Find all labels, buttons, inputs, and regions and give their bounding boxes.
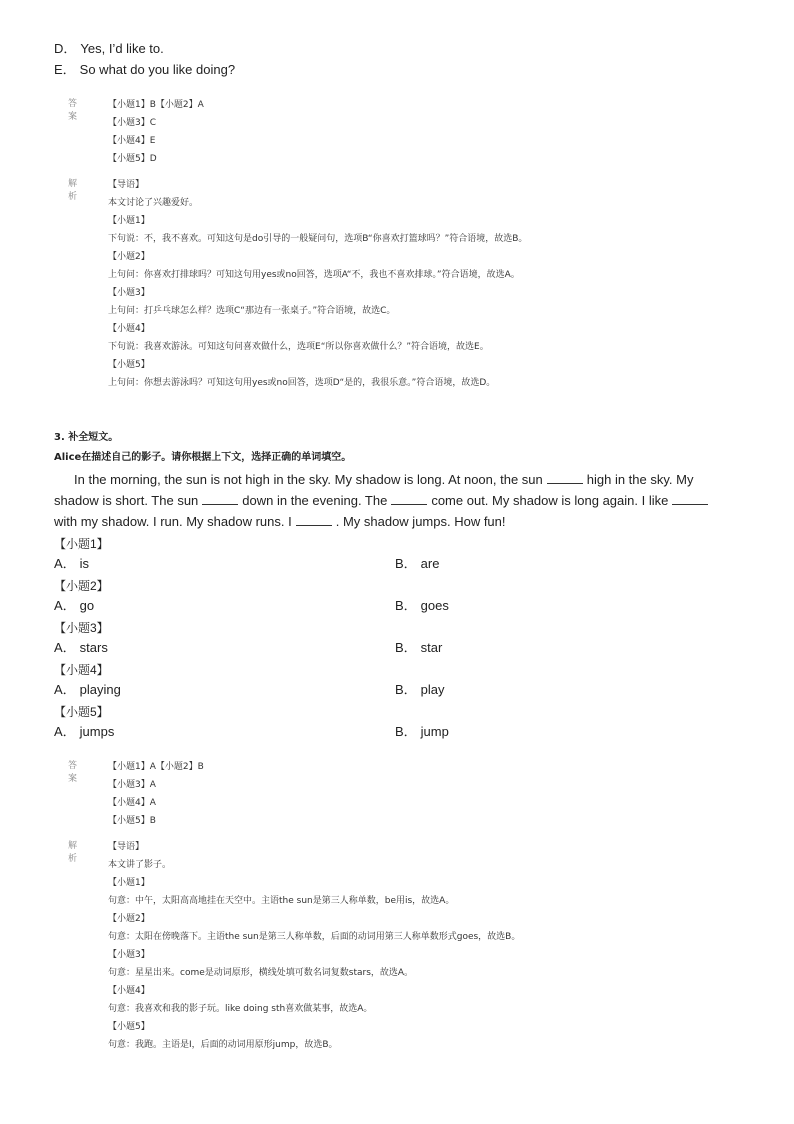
- analysis-line: 句意：中午，太阳高高地挂在天空中。主语the sun是第三人称单数，be用is，故选A。: [108, 896, 455, 906]
- analysis-line: 本文讨论了兴趣爱好。: [108, 198, 199, 208]
- analysis-line: 句意：我喜欢和我的影子玩。like doing sth喜欢做某事，故选A。: [108, 1004, 373, 1014]
- answer-line: 【小题5】D: [108, 154, 157, 164]
- analysis-line: 下句说：我喜欢游泳。可知这句问喜欢做什么，选项E“所以你喜欢做什么？”符合语境，故选E。: [108, 342, 489, 352]
- blank-4[interactable]: [672, 493, 708, 505]
- analysis-line: 【小题4】: [108, 986, 150, 996]
- question-3-title: 3. 补全短文。: [54, 432, 119, 443]
- option-d: D． Yes, I’d like to.: [54, 41, 164, 56]
- answer-line: 【小题3】A: [108, 780, 156, 790]
- analysis-line: 句意：我跑。主语是I，后面的动词用原形jump，故选B。: [108, 1040, 338, 1050]
- analysis-line: 【小题1】: [108, 216, 150, 226]
- analysis-tag: 解析: [68, 179, 80, 202]
- answer-tag: 答案: [68, 761, 80, 784]
- analysis-line: 【小题3】: [108, 950, 150, 960]
- choice-1a[interactable]: A． is: [54, 556, 90, 571]
- answer-line: 【小题5】B: [108, 816, 156, 826]
- analysis-line: 下句说：不，我不喜欢。可知这句是do引导的一般疑问句，选项B“你喜欢打篮球吗？”符合语境，故选B。: [108, 234, 528, 244]
- analysis-line: 本文讲了影子。: [108, 860, 172, 870]
- analysis-line: 【导语】: [108, 842, 145, 852]
- option-e: E． So what do you like doing?: [54, 62, 236, 77]
- analysis-line: 句意：太阳在傍晚落下。主语the sun是第三人称单数，后面的动词用第三人称单数形式goes，故选B。: [108, 932, 521, 942]
- choice-3b[interactable]: B． star: [395, 640, 443, 655]
- analysis-tag: 解析: [68, 841, 80, 864]
- analysis-line: 【小题5】: [108, 1022, 150, 1032]
- analysis-line: 【小题5】: [108, 360, 150, 370]
- blank-1[interactable]: [547, 472, 583, 484]
- analysis-line: 上句问：打乒乓球怎么样？选项C“那边有一张桌子。”符合语境，故选C。: [108, 306, 396, 316]
- analysis-line: 上句问：你想去游泳吗？可知这句用yes或no回答，选项D“是的，我很乐意。”符合语境，故选D。: [108, 378, 496, 388]
- subquestion-label: 【小题2】: [54, 579, 109, 593]
- blank-5[interactable]: [296, 514, 332, 526]
- analysis-line: 【小题3】: [108, 288, 150, 298]
- answer-line: 【小题1】A【小题2】B: [108, 762, 204, 772]
- subquestion-label: 【小题3】: [54, 621, 109, 635]
- blank-2[interactable]: [202, 493, 238, 505]
- analysis-line: 句意：星星出来。come是动词原形，横线处填可数名词复数stars，故选A。: [108, 968, 414, 978]
- choice-1b[interactable]: B． are: [395, 556, 440, 571]
- passage: In the morning, the sun is not high in the sky. My shadow is long. At noon, the sun high in the sky. My shadow is short. The sun down in the evening. The come out. My shadow is long again. I likewith my shadow. I run. My shadow runs. I . My shadow jumps. How fun!: [54, 469, 724, 532]
- analysis-line: 【小题2】: [108, 252, 150, 262]
- analysis-line: 【导语】: [108, 180, 145, 190]
- question-3-instruction: Alice在描述自己的影子。请你根据上下文，选择正确的单词填空。: [54, 452, 352, 463]
- choice-5a[interactable]: A． jumps: [54, 724, 115, 739]
- analysis-line: 上句问：你喜欢打排球吗？可知这句用yes或no回答，选项A“不，我也不喜欢排球。”符合语境，故选A。: [108, 270, 520, 280]
- blank-3[interactable]: [391, 493, 427, 505]
- answer-line: 【小题4】E: [108, 136, 156, 146]
- answer-line: 【小题4】A: [108, 798, 156, 808]
- analysis-line: 【小题1】: [108, 878, 150, 888]
- answer-line: 【小题1】B【小题2】A: [108, 100, 204, 110]
- answer-line: 【小题3】C: [108, 118, 157, 128]
- subquestion-label: 【小题5】: [54, 705, 109, 719]
- subquestion-label: 【小题4】: [54, 663, 109, 677]
- choice-2a[interactable]: A． go: [54, 598, 95, 613]
- choice-5b[interactable]: B． jump: [395, 724, 449, 739]
- analysis-line: 【小题2】: [108, 914, 150, 924]
- answer-tag: 答案: [68, 99, 80, 122]
- choice-4b[interactable]: B． play: [395, 682, 445, 697]
- choice-4a[interactable]: A． playing: [54, 682, 121, 697]
- subquestion-label: 【小题1】: [54, 537, 109, 551]
- analysis-line: 【小题4】: [108, 324, 150, 334]
- choice-3a[interactable]: A． stars: [54, 640, 108, 655]
- choice-2b[interactable]: B． goes: [395, 598, 449, 613]
